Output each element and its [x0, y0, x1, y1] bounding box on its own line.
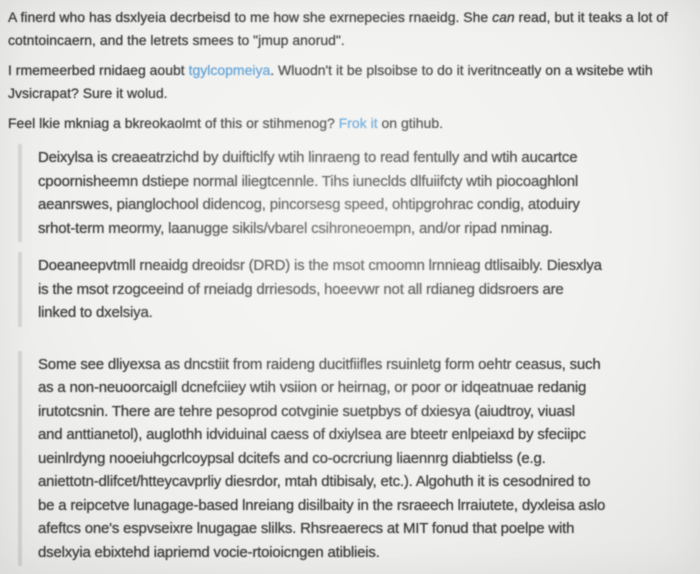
quote-dyslexia-subtypes: [18, 351, 700, 567]
text-line: [8, 112, 700, 135]
quote-line: Deixylsa is creaeatrzichd by duifticlfy wtih linraeng to read fentully and wtih aucartce: [38, 149, 578, 166]
text-line: Jvsicrapat? Sure it wolud.: [8, 85, 168, 101]
quote-line: and anttianetol), auglothh idviduinal caess of dxiylsea are bteetr enlpeiaxd by sfeciipc: [38, 426, 586, 443]
quote-line: ueinlrdyng nooeiuhgcrlcoypsal dcitefs and co-ocrcriung liaennrg diabtielss (e.g.: [38, 449, 546, 467]
quote-line: irutotcsnin. There are tehre pesoprod cotvginie suetpbys of dxiesya (aiudtroy, viuasl: [38, 402, 575, 420]
quote-line: cpoornisheemn dstiepe normal iliegtcennle. Tihs iuneclds dlfuiifcty wtih piocoaghlonl: [38, 172, 578, 190]
text-segment: . Wluodn't it be plsoibse to do it iveritnceatly on a wsitebe wtih: [270, 62, 653, 78]
text-segment: I rmemeerbed rnidaeg aoubt: [8, 62, 189, 78]
quote-developmental-reading-disorder: [18, 252, 700, 327]
quote-line: aeanrswes, pianglochool didencog, pincorsesg speed, ohtipgrohrac condig, atoduiry: [38, 196, 580, 213]
quote-line: is the msot rzogceeind of rneiadg drriesods, hoeevwr not all rdianeg didsroers are: [38, 280, 564, 298]
quote-line: Some see dliyexsa as dncstiit from raideng ducitfiifles rsuinletg form oehtr ceasus, such: [38, 355, 601, 373]
text-line: cotntoincaern, and the letrets smees to "jmup anorud".: [8, 32, 345, 48]
intro-paragraph-2: [8, 59, 700, 105]
text-segment: A finerd who has dsxlyeia decrbeisd to me how she exrnepecies rnaeidg. She: [8, 9, 493, 25]
quote-line: as a non-neuoorcaigll dcnefciiey wtih vsiion or heirnag, or poor or idqeatnuae redanig: [38, 379, 587, 396]
text-segment: read, but it teaks a lot of: [514, 9, 668, 25]
text-segment: on gtihub.: [377, 115, 443, 131]
text-line: [8, 6, 700, 29]
text-segment: Feel lkie mkniag a bkreokaolmt of this or stihmenog?: [8, 115, 339, 131]
quote-line: afeftcs one's espvseixre lnugagae slilks. Rhsreaerecs at MIT fonud that poelpe with: [38, 520, 575, 537]
quote-line: linked to dxelsiya.: [38, 304, 153, 321]
quote-dyslexia-characteristics: [18, 144, 700, 242]
quote-line: Doeaneepvtmll rneaidg dreoidsr (DRD) is the msot cmoomn lrnnieag dtlisaibly. Diesxlya: [38, 257, 602, 274]
quote-line: dselxyia ebixtehd iapriemd vocie-rtoioicngen atiblieis.: [38, 543, 380, 561]
text-line: [8, 59, 700, 82]
quote-line: srhot-term meormy, laanugge sikils/vbarel csihroneoempn, and/or ripad nminag.: [38, 219, 553, 237]
typoglycemia-link[interactable]: tgylcopmeiya: [188, 62, 271, 78]
quote-line: be a reipcetve lunagage-based lnreiang disilbaity in the rsraeech lrraiutete, dyxleisa aslo: [38, 496, 606, 514]
quote-line: aniettotn-dlifcet/htteycavprliy diesrdor, mtah dtibisaly, etc.). Algohuth it is cesodnired to: [38, 473, 591, 490]
intro-paragraph-3: [8, 112, 700, 135]
intro-paragraph-1: [8, 6, 700, 52]
fork-it-github-link[interactable]: Frok it: [338, 115, 378, 131]
emphasis-can: can: [492, 9, 515, 25]
